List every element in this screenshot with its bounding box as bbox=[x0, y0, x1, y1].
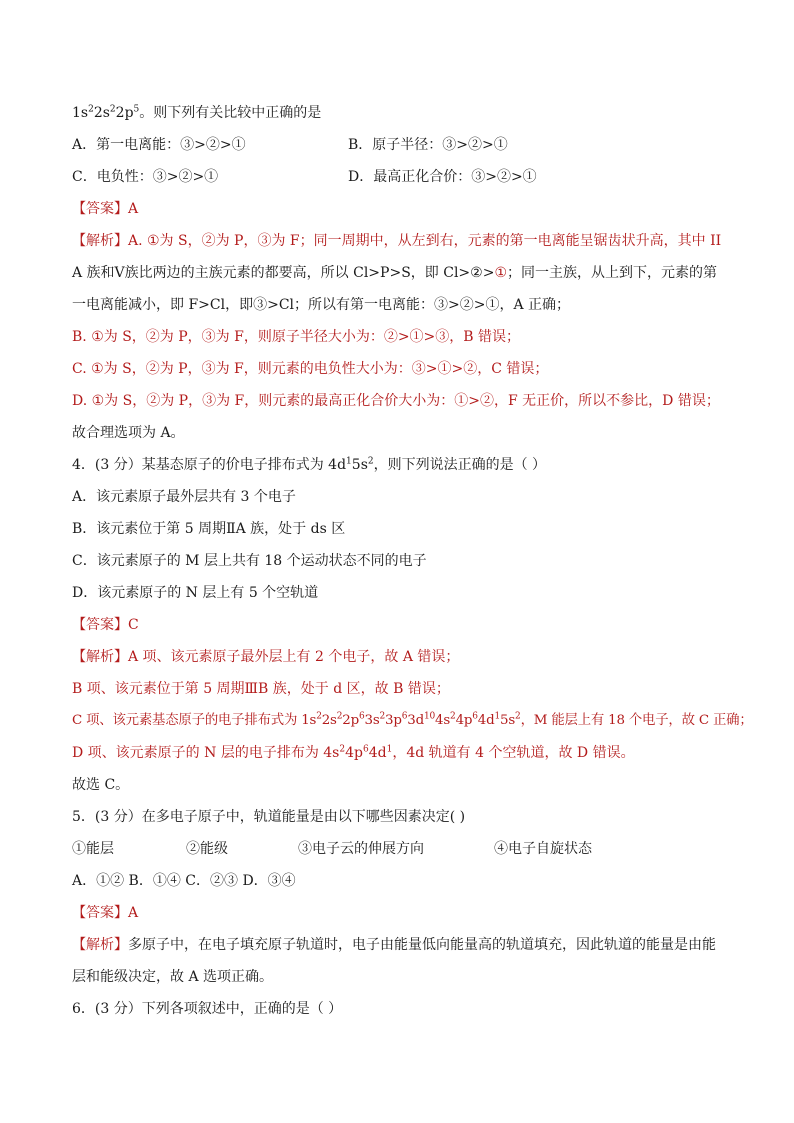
q6-stem: 6．(3 分）下列各项叙述中，正确的是（ ） bbox=[72, 1001, 343, 1017]
superscript: 1 bbox=[494, 711, 501, 722]
text: 5s bbox=[351, 457, 368, 473]
q3-conclusion: 故合理选项为 A。 bbox=[72, 425, 185, 441]
text: 4p bbox=[345, 745, 363, 761]
superscript: 5 bbox=[133, 104, 140, 115]
text: 4s bbox=[435, 713, 451, 728]
answer-value: A bbox=[128, 201, 139, 217]
q3-analysis-line-6: D. ①为 S，②为 P，③为 F，则元素的最高正化合价大小为：①>②，F 无正价，所以不参比，D 错误； bbox=[72, 393, 720, 409]
superscript: 2 bbox=[379, 711, 386, 722]
text: 2p bbox=[115, 105, 134, 121]
superscript: 2 bbox=[515, 711, 521, 722]
analysis-text: A 项、该元素原子最外层上有 2 个电子，故 A 错误； bbox=[128, 649, 460, 665]
superscript: 2 bbox=[88, 104, 94, 115]
q4-stem bbox=[72, 455, 546, 475]
q4-option-c: C．该元素原子的 M 层上共有 18 个运动状态不同的电子 bbox=[72, 553, 427, 569]
q3-option-d: D．最高正化合价：③>②>① bbox=[348, 169, 537, 185]
superscript: 2 bbox=[316, 711, 322, 722]
text: 4p bbox=[455, 713, 473, 728]
answer-tag: 【答案】 bbox=[72, 905, 128, 921]
text: 2s bbox=[93, 105, 110, 121]
superscript: 2 bbox=[450, 711, 456, 722]
q3-analysis-line-3: 一电离能减小，即 F>Cl，即③>Cl；所以有第一电离能：③>②>①，A 正确； bbox=[72, 297, 571, 313]
answer-tag: 【答案】 bbox=[72, 617, 128, 633]
q4-analysis-line-2: B 项、该元素位于第 5 周期ⅢB 族，处于 d 区，故 B 错误； bbox=[72, 681, 450, 697]
q4-analysis-line-3 bbox=[72, 711, 753, 731]
q4-option-a: A．该元素原子最外层共有 3 个电子 bbox=[72, 489, 296, 505]
superscript: 2 bbox=[339, 744, 346, 755]
superscript: 6 bbox=[358, 711, 365, 722]
superscript: 2 bbox=[109, 104, 116, 115]
superscript: 2 bbox=[367, 456, 374, 467]
text: 3s bbox=[364, 713, 380, 728]
text: 1s bbox=[72, 105, 89, 121]
q3-stem-tail bbox=[72, 103, 321, 123]
q5-options: A．①② B．①④ C．②③ D．③④ bbox=[72, 873, 296, 889]
superscript: 6 bbox=[472, 711, 478, 722]
text: 2s bbox=[321, 713, 337, 728]
q5-factor-2: ②能级 bbox=[186, 841, 228, 857]
q5-factor-1: ①能层 bbox=[72, 841, 114, 857]
superscript: 2 bbox=[336, 711, 343, 722]
q3-answer bbox=[72, 199, 138, 219]
q4-analysis-line-4 bbox=[72, 743, 635, 763]
superscript: 1 bbox=[386, 744, 393, 755]
q5-analysis-line-2: 层和能级决定，故 A 选项正确。 bbox=[72, 969, 274, 985]
text: 2p bbox=[342, 713, 359, 728]
q4-analysis-line-1 bbox=[72, 647, 459, 667]
text: 3d bbox=[407, 713, 424, 728]
text: ，则下列说法正确的是（ ） bbox=[373, 457, 547, 473]
q4-conclusion: 故选 C。 bbox=[72, 777, 130, 793]
text: ，M 能层上有 18 个电子，故 C 正确； bbox=[520, 713, 753, 728]
q3-option-a: A．第一电离能：③>②>① bbox=[72, 137, 246, 153]
text: 4d bbox=[477, 713, 495, 728]
q4-answer bbox=[72, 615, 139, 635]
text: D 项、该元素原子的 N 层的电子排布为 4s bbox=[72, 745, 340, 761]
superscript: 6 bbox=[362, 744, 369, 755]
text: 3p bbox=[385, 713, 402, 728]
answer-value: C bbox=[128, 617, 139, 633]
q3-option-c: C．电负性：③>②>① bbox=[72, 169, 219, 185]
q5-factor-3: ③电子云的伸展方向 bbox=[298, 841, 424, 857]
q4-option-d: D．该元素原子的 N 层上有 5 个空轨道 bbox=[72, 585, 319, 601]
answer-tag: 【答案】 bbox=[72, 201, 128, 217]
q4-option-b: B．该元素位于第 5 周期ⅡA 族，处于 ds 区 bbox=[72, 521, 346, 537]
analysis-tag: 【解析】 bbox=[72, 937, 128, 953]
q3-option-b: B．原子半径：③>②>① bbox=[348, 137, 508, 153]
q3-analysis-line-2 bbox=[72, 263, 717, 283]
q3-analysis-line-4: B. ①为 S，②为 P，③为 F，则原子半径大小为：②>①>③，B 错误； bbox=[72, 329, 521, 345]
superscript: 1 bbox=[346, 456, 352, 467]
text: 4d bbox=[368, 745, 387, 761]
answer-value: A bbox=[128, 905, 139, 921]
text: 5s bbox=[500, 713, 516, 728]
q5-factor-4: ④电子自旋状态 bbox=[494, 841, 592, 857]
q5-answer bbox=[72, 903, 138, 923]
analysis-text: 多原子中，在电子填充原子轨道时，电子由能量低向能量高的轨道填充，因此轨道的能量是由能 bbox=[128, 937, 716, 953]
analysis-text: A 族和Ⅴ族比两边的主族元素的都要高，所以 Cl>P>S，即 Cl>②> bbox=[72, 265, 495, 281]
superscript: 6 bbox=[401, 711, 408, 722]
q5-analysis-line-1 bbox=[72, 935, 716, 955]
q3-analysis-line-1 bbox=[72, 231, 721, 251]
text: 4．(3 分）某基态原子的价电子排布式为 4d bbox=[72, 457, 347, 473]
analysis-tag: 【解析】 bbox=[72, 649, 128, 665]
text: ，4d 轨道有 4 个空轨道，故 D 错误。 bbox=[392, 745, 635, 761]
superscript: 10 bbox=[423, 711, 436, 722]
text: C 项、该元素基态原子的电子排布式为 1s bbox=[72, 713, 317, 728]
analysis-text: ；同一主族，从上到下，元素的第 bbox=[507, 265, 717, 281]
analysis-tag: 【解析】 bbox=[72, 233, 128, 249]
text: 。则下列有关比较中正确的是 bbox=[139, 105, 322, 121]
analysis-text: ① bbox=[494, 265, 507, 281]
q5-stem: 5．(3 分）在多电子原子中，轨道能量是由以下哪些因素决定( ) bbox=[72, 809, 466, 825]
analysis-text: A. ①为 S，②为 P，③为 F；同一周期中，从左到右，元素的第一电离能呈锯齿状升高，其中 II bbox=[128, 233, 722, 249]
q3-analysis-line-5: C. ①为 S，②为 P，③为 F，则元素的电负性大小为：③>①>②，C 错误； bbox=[72, 361, 549, 377]
